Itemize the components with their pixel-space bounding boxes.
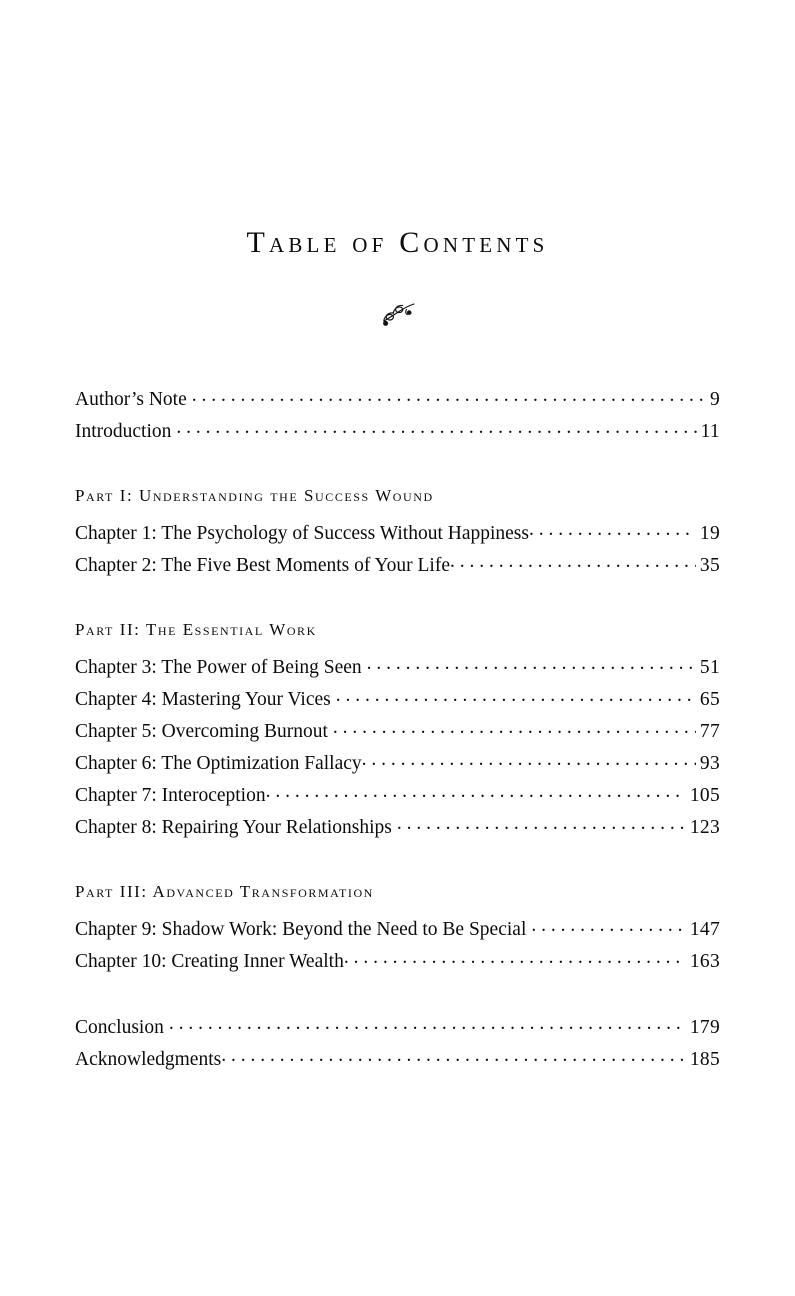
toc-entry-conclusion[interactable] xyxy=(75,1012,720,1044)
toc-entry-acknowledgments[interactable] xyxy=(75,1044,720,1076)
toc-entry-page: 19 xyxy=(699,523,720,544)
toc-entry-title: Acknowledgments xyxy=(75,1049,222,1070)
leader-dots xyxy=(450,552,696,572)
toc-entry-chapter-7[interactable] xyxy=(75,780,720,812)
leader-dots xyxy=(397,814,686,834)
toc-entry-title: Chapter 3: The Power of Being Seen xyxy=(75,657,362,678)
toc-entry-introduction[interactable] xyxy=(75,416,720,448)
leader-dots xyxy=(336,686,696,706)
toc-entry-title: Chapter 8: Repairing Your Relationships xyxy=(75,817,392,838)
toc-entry-page: 77 xyxy=(699,721,720,742)
flourish-dot-upper xyxy=(406,310,411,315)
toc-entry-chapter-2[interactable] xyxy=(75,550,720,582)
leader-dots xyxy=(362,750,696,770)
leader-dots xyxy=(221,1046,686,1066)
toc-entry-chapter-6[interactable] xyxy=(75,748,720,780)
toc-entry-page: 11 xyxy=(700,421,720,442)
toc-entry-title: Chapter 1: The Psychology of Success Without Happiness xyxy=(75,523,529,544)
page-title: Table of Contents xyxy=(246,226,549,259)
toc-entry-page: 147 xyxy=(689,919,720,940)
leader-dots xyxy=(367,654,696,674)
part-heading-3: Part III: Advanced Transformation xyxy=(75,882,374,901)
toc-entry-page: 51 xyxy=(699,657,720,678)
leader-dots xyxy=(176,418,696,438)
toc-entry-chapter-8[interactable] xyxy=(75,812,720,844)
toc-entry-page: 179 xyxy=(689,1017,720,1038)
toc-entry-page: 65 xyxy=(699,689,720,710)
toc-entry-title: Chapter 4: Mastering Your Vices xyxy=(75,689,331,710)
toc-entry-page: 93 xyxy=(699,753,720,774)
toc-entry-page: 9 xyxy=(709,389,720,410)
leader-dots xyxy=(529,520,696,540)
flourish-dot-lower xyxy=(383,321,388,326)
toc-entry-title: Chapter 2: The Five Best Moments of Your Life xyxy=(75,555,450,576)
leader-dots xyxy=(344,948,686,968)
toc-entry-title: Chapter 10: Creating Inner Wealth xyxy=(75,951,344,972)
spacer xyxy=(75,582,720,614)
spacer xyxy=(75,978,720,1012)
toc-entry-page: 105 xyxy=(689,785,720,806)
toc-entry-title: Chapter 6: The Optimization Fallacy xyxy=(75,753,362,774)
toc-entry-page: 123 xyxy=(689,817,720,838)
flourish-ornament xyxy=(0,300,795,330)
toc-entry-title: Chapter 5: Overcoming Burnout xyxy=(75,721,328,742)
toc-entry-title: Introduction xyxy=(75,421,172,442)
toc-entry-page: 163 xyxy=(689,951,720,972)
spacer xyxy=(75,844,720,876)
toc-entry-authors-note[interactable] xyxy=(75,384,720,416)
toc-entry-page: 185 xyxy=(689,1049,720,1070)
toc-entry-title: Chapter 9: Shadow Work: Beyond the Need to Be Special xyxy=(75,919,527,940)
leader-dots xyxy=(531,916,685,936)
spacer xyxy=(75,448,720,480)
part-heading-2: Part II: The Essential Work xyxy=(75,620,317,639)
toc-entry-list xyxy=(75,384,720,1076)
toc-entry-chapter-9[interactable] xyxy=(75,914,720,946)
leader-dots xyxy=(266,782,686,802)
toc-entry-page: 35 xyxy=(699,555,720,576)
toc-entry-chapter-10[interactable] xyxy=(75,946,720,978)
toc-entry-title: Chapter 7: Interoception xyxy=(75,785,266,806)
toc-entry-chapter-5[interactable] xyxy=(75,716,720,748)
leader-dots xyxy=(192,386,706,406)
leader-dots xyxy=(333,718,696,738)
toc-entry-chapter-3[interactable] xyxy=(75,652,720,684)
toc-entry-title: Conclusion xyxy=(75,1017,164,1038)
leader-dots xyxy=(169,1014,686,1034)
toc-entry-chapter-4[interactable] xyxy=(75,684,720,716)
toc-entry-chapter-1[interactable] xyxy=(75,518,720,550)
calligraphic-flourish-icon xyxy=(378,300,418,330)
toc-entry-title: Author’s Note xyxy=(75,389,187,410)
part-heading-1: Part I: Understanding the Success Wound xyxy=(75,486,434,505)
